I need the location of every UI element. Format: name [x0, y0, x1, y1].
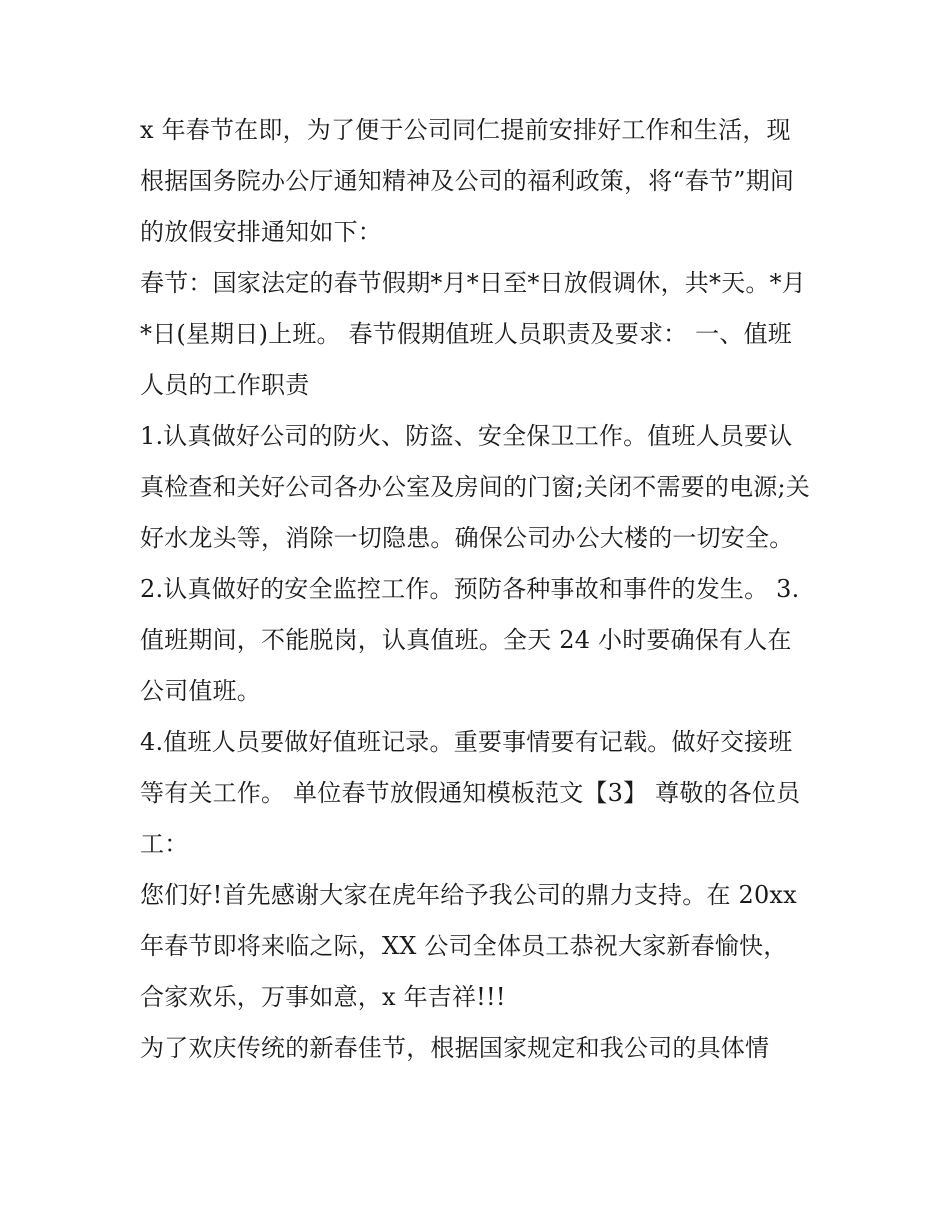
paragraph-intro: x 年春节在即，为了便于公司同仁提前安排好工作和生活，现根据国务院办公厅通知精神及公司的福利政策，将“春节”期间的放假安排通知如下： [140, 116, 795, 246]
document-body [140, 105, 810, 1074]
paragraph-greeting: 您们好!首先感谢大家在虎年给予我公司的鼎力支持。在 20xx 年春节即将来临之际，XX 公司全体员工恭祝大家新春愉快，合家欢乐，万事如意，x 年吉祥!!! [140, 881, 797, 1011]
paragraph-duty-4: 4.值班人员要做好值班记录。重要事情要有记载。做好交接班等有关工作。 单位春节放假通知模板范文【3】 尊敬的各位员工： [140, 728, 801, 858]
paragraph-duty-1: 1.认真做好公司的防火、防盗、安全保卫工作。值班人员要认真检查和关好公司各办公室及房间的门窗;关闭不需要的电源;关好水龙头等，消除一切隐患。确保公司办公大楼的一切安全。 [140, 422, 810, 552]
paragraph-duty-2-3: 2.认真做好的安全监控工作。预防各种事故和事件的发生。 3.值班期间，不能脱岗，认真值班。全天 24 小时要确保有人在公司值班。 [140, 575, 800, 705]
paragraph-closing: 为了欢庆传统的新春佳节，根据国家规定和我公司的具体情 [140, 1034, 770, 1062]
paragraph-holiday-schedule: 春节：国家法定的春节假期*月*日至*日放假调休，共*天。*月*日(星期日)上班。 春节假期值班人员职责及要求： 一、值班人员的工作职责 [140, 269, 806, 399]
